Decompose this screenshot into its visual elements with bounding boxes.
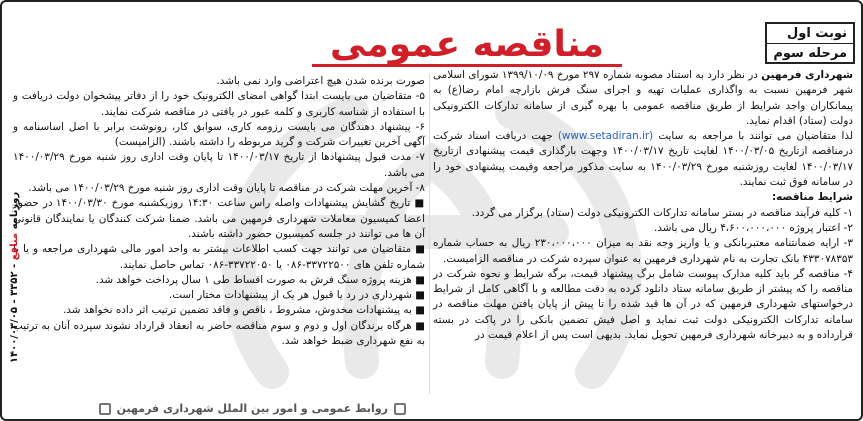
paragraph-text: جهت دریافت اسناد شرکت درمناقصه ازتاریخ ۱۴۰۰/۰۳/۰۵ لغایت تاریخ ۱۴۰۰/۰۳/۱۷ وجهت بارگذاری قیمت پیشنهادی ازتاریخ ۱۴۰۰/۰۳/۱۷ لغایت روزشنبه مورخ ۱۴۰۰/۰۳/۲۹ به سایت مذکور مراجعه وقیمت پیشنهادی خود را در سامانه فوق ثبت نمایند.	[433, 130, 853, 189]
left-paragraph: ■ تاریخ گشایش پیشنهادات واصله راس ساعت ۱۴:۳۰ روزیکشنبه مورخ ۱۴۰۰/۰۳/۳۰ در حضور اعضا کمیسیون معاملات شهرداری فرمهین می باشد. ضمنا شرکت کنندگان یا نمایندگان قانونی آن ها می توانند در جلسه کمیسیون حضور داشته باشند.	[13, 197, 425, 240]
footer-square-icon	[394, 403, 406, 415]
bold-text: شهرداری فرمهین	[761, 69, 853, 81]
newspaper-issue	[9, 155, 20, 400]
bold-text: شرایط مناقصه:	[772, 191, 853, 204]
side-prefix: روزنامه	[9, 191, 20, 230]
paragraph-text: لذا متقاضیان می توانند با مراجعه به سایت	[653, 130, 853, 143]
footer-text: روابط عمومی و امور بین الملل شهرداری فرمهین	[116, 402, 388, 415]
left-paragraph: ■ هزینه پروژه سنگ فرش به صورت اقساط طی ۱ سال پرداخت خواهد شد.	[95, 273, 425, 286]
paragraph-text: ۳- ارایه ضمانتنامه معتبربانکی و یا واریز وجه نقد به میزان ۲۳۰،۰۰۰،۰۰۰ ریال به حساب شماره ۴۳۳۰۷۸۳۵۳ بانک تجارت به نام شهرداری فرمهین به عنوان سپرده شرکت در مناقصه الزامیست.	[433, 237, 853, 265]
stage-label: مرحله سوم	[773, 46, 847, 61]
left-paragraph: ■ متقاضیان می توانند جهت کسب اطلاعات بیشتر به واحد امور مالی شهرداری مراجعه و یا با شماره تلفن های ۳۳۷۲۲۵۰۰-۰۸۶ یا ۳۳۷۲۲۰۵۰-۰۸۶ تماس حاصل نمایند.	[13, 243, 425, 271]
side-issue: - ۳۳۵۲ - ۱۴۰۰/۰۳/۰۵	[9, 263, 20, 364]
left-paragraph: ۸- آخرین مهلت شرکت در مناقصه تا پایان وقت اداری روز شنبه مورخ ۱۴۰۰/۰۳/۲۹ می باشد.	[28, 182, 425, 195]
left-paragraph: ■ هرگاه برندگان اول و دوم و سوم مناقصه حاضر به انعقاد قرارداد نشوند سپرده آنان به ترتیب به نفع شهرداری ضبط خواهد شد.	[13, 319, 425, 348]
left-paragraph: ۵- متقاضیان می بایست ابتدا گواهی امضای الکترونیک خود را از دفاتر پیشخوان دولت دریافت و با استفاده از شناسه کاربری و کلمه عبور در یافتی در مناقصه شرکت نمایند.	[13, 90, 425, 118]
paragraph-text: ۲- اعتبار پروژه ۴،۶۰۰،۰۰۰،۰۰۰ ریال می باشد.	[653, 221, 853, 234]
left-paragraph: ■ شهرداری در رد یا قبول هر یک از پیشنهادات مختار است.	[168, 289, 425, 302]
round-box	[765, 22, 855, 64]
left-paragraph: ۶- پیشنهاد دهندگان می بایست رزومه کاری، سوابق کار، رونوشت برابر با اصل اساسنامه و آگهی آخرین تغییرات شرکت و گرید مربوطه را داشته باشند. (الزامیست)	[13, 120, 425, 149]
right-column-text	[433, 68, 853, 343]
paragraph-text: در نظر دارد به استناد مصوبه شماره ۲۹۷ مورخ ۱۳۹۹/۱۰/۰۹ شورای اسلامی شهر فرمهین نسبت به واگذاری عملیات تهیه و اجرای سنگ فرش بازارچه امام رضا(ع) به پیمانکاران واجد شرایط از طریق مناقصه عمومی با بهره گیری از سامانه تدارکات الکترونیکی دولت (ستاد) اقدام نماید.	[433, 69, 853, 127]
footer-square-icon	[99, 403, 111, 415]
website-link[interactable]: (www.setadiran.ir)	[557, 130, 654, 143]
page-title: مناقصه عمومی	[330, 24, 604, 65]
side-name: منافع	[9, 232, 20, 261]
left-paragraph: ۷- مدت قبول پیشنهادها از تاریخ ۱۴۰۰/۰۳/۱۷ تا پایان وقت اداری روز شنبه مورخ ۱۴۰۰/۰۳/۲۹ می باشد.	[13, 151, 425, 179]
round-label: نوبت اول	[767, 24, 853, 44]
side-strip	[2, 162, 24, 407]
column-divider	[429, 74, 430, 394]
left-column-text	[13, 74, 425, 349]
left-paragraph: صورت برنده شدن هیچ اعتراضی وارد نمی باشد.	[216, 75, 425, 87]
footer	[26, 402, 406, 415]
paragraph-text: ۱- کلیه فرآیند مناقصه در بستر سامانه تدارکات الکترونیکی دولت (ستاد) برگزار می گردد.	[471, 206, 853, 219]
paragraph-text: ۴- مناقصه گر باید کلیه مدارک پیوست شامل برگ پیشنهاد قیمت، برگه شرایط و نحوه شرکت در مناقصه را که پیشتر از طریق سامانه ستاد دانلود کرده به دقت مطالعه و با آگاهی کامل از شرایط درخواستهای شهرداری فرمهین که در آن ها قید شده را تا پیش از پایان یافتن مهلت مناقصه در سامانه تدارکات الکترونیکی دولت ثبت نماید و اصل فیش تضمین بانکی را در پاکت در بسته قرارداده و به دبیرخانه شهرداری فرمهین تحویل نماید. بدیهی است پس از اعلام قیمت در	[433, 267, 853, 342]
left-paragraph: ■ به پیشنهادات مخدوش، مشروط ، ناقص و فاقد تضمین ترتیب اثر داده نخواهد شد.	[62, 304, 425, 317]
